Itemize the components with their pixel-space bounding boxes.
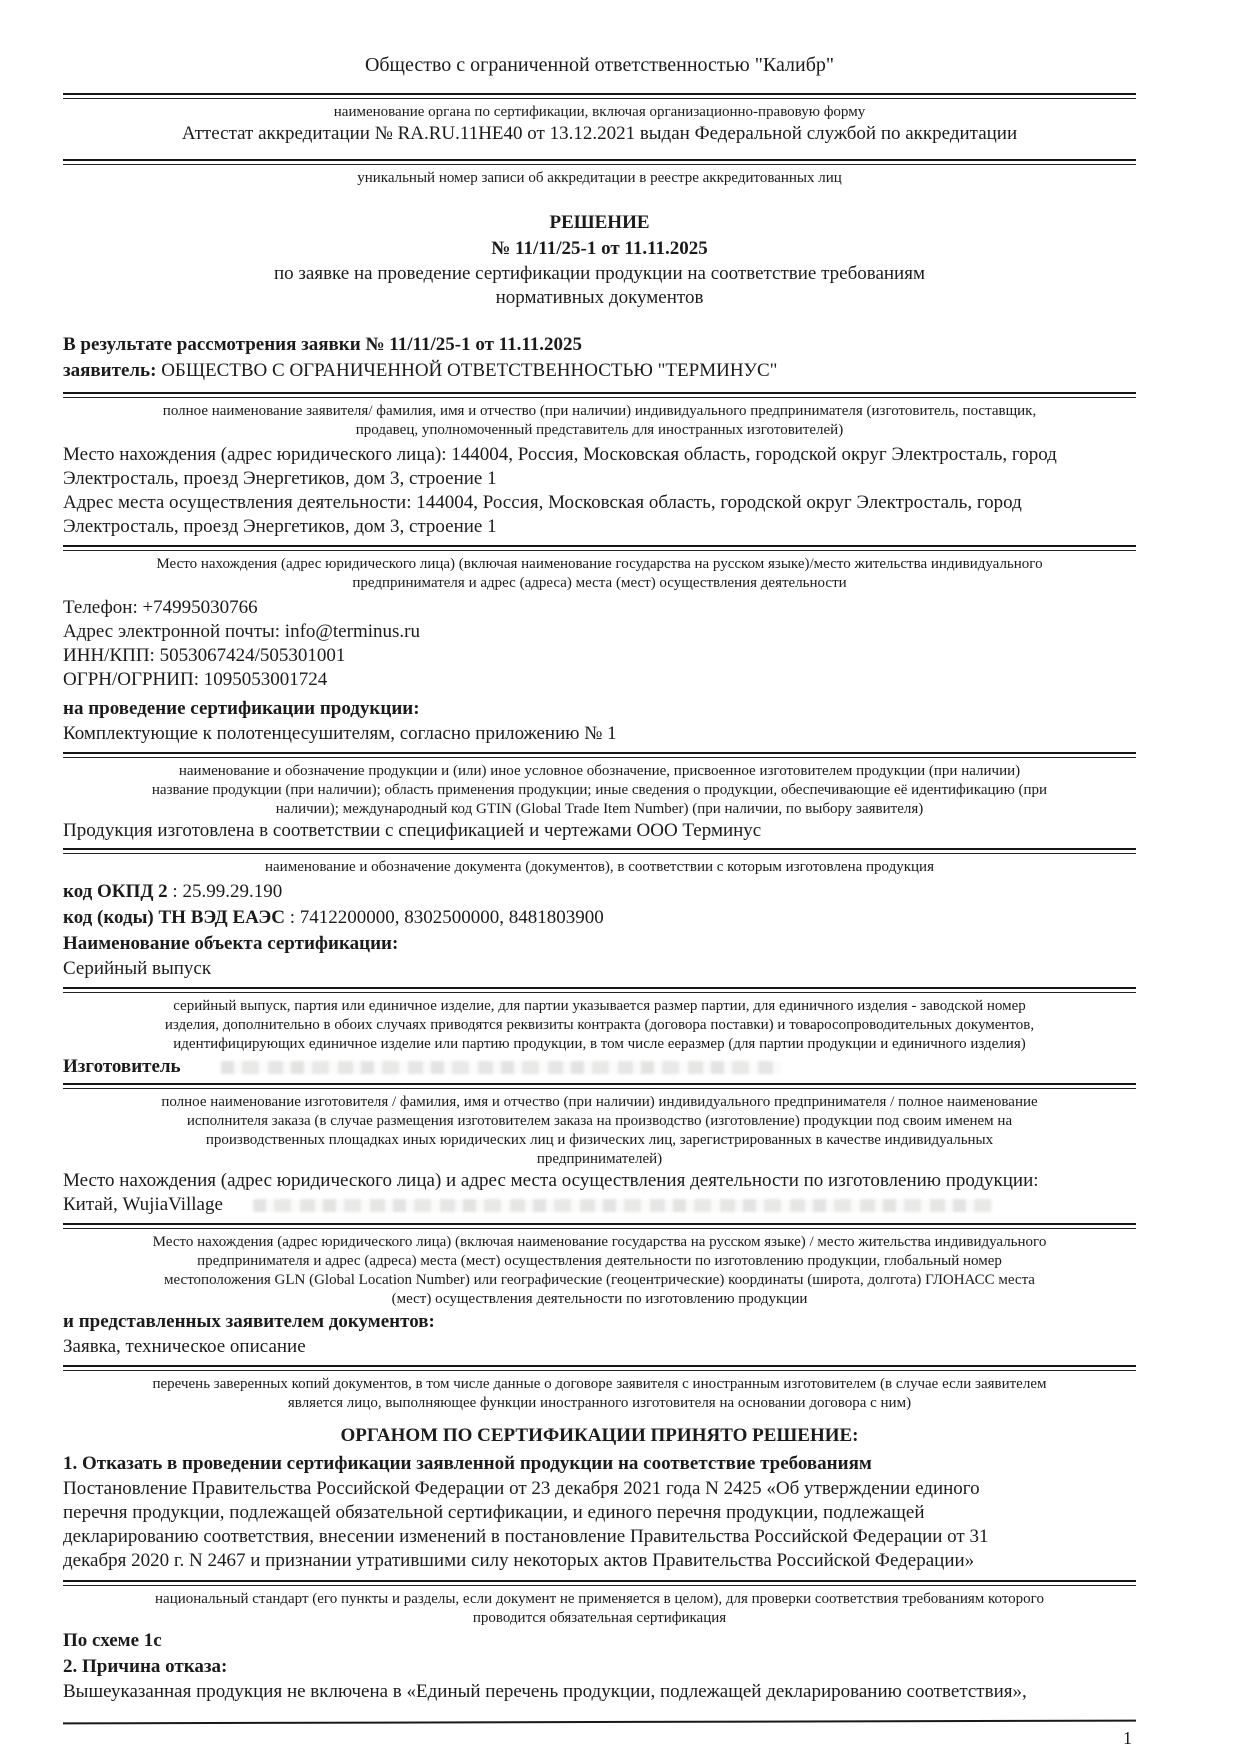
text-run: По схеме 1с [63, 1630, 162, 1651]
decision-number [63, 236, 1136, 262]
text-run: 1. Отказать в проведении сертификации заявленной продукции на соответствие требованиям [63, 1453, 872, 1474]
manufacturer-caption-line-2 [63, 1112, 1136, 1131]
document-body [63, 52, 1136, 1723]
text-run: национальный стандарт (его пункты и разделы, если документ не применяется в целом), для проверки соответствия требованиям которого [155, 1591, 1044, 1607]
tnved-code-line [63, 905, 1136, 931]
serial-caption-line-1 [63, 997, 1136, 1016]
text-run: (мест) осуществления деятельности по изготовлению продукции [391, 1291, 808, 1307]
activity-address-line-1 [63, 491, 1136, 515]
text-run: наименование органа по сертификации, включая организационно-правовую форму [333, 104, 866, 120]
text-run: Телефон: +74995030766 [63, 597, 258, 618]
okpd-code-line [63, 879, 1136, 905]
text-run: Адрес электронной почты: info@terminus.ru [63, 621, 420, 642]
divider-rule [63, 1365, 1136, 1371]
text-run: Постановление Правительства Российской Федерации от 23 декабря 2021 года N 2425 «Об утверждении единого [63, 1478, 980, 1499]
manufacturer-caption-line-4 [63, 1150, 1136, 1169]
spacer [63, 188, 1136, 210]
org-caption [63, 103, 1136, 122]
spacer [63, 310, 1136, 332]
text-run: код ОКПД 2 [63, 881, 168, 902]
text-run: декларированию соответствия, внесении изменений в постановление Правительства Российской Федерации от 31 [63, 1526, 989, 1547]
scan-bleed-artifact [253, 1199, 993, 1212]
text-run: нормативных документов [495, 287, 704, 308]
divider-rule [63, 752, 1136, 758]
gln-caption-line-3 [63, 1271, 1136, 1290]
text-run: местоположения GLN (Global Location Number) или географические (геоцентрические) координаты (широта, долгота) ГЛОНАСС места [164, 1272, 1035, 1288]
resolution-line-1 [63, 1477, 1136, 1501]
text-run: по заявке на проведение сертификации продукции на соответствие требованиям [273, 263, 925, 284]
text-run: изделия, дополнительно в обоих случаях приводятся реквизиты контракта (договора поставки) и товаросопроводительных документов, [164, 1017, 1035, 1033]
resolution-line-2 [63, 1501, 1136, 1525]
gln-caption-line-1 [63, 1233, 1136, 1252]
spacer [63, 1413, 1136, 1423]
product-caption-line-2 [63, 781, 1136, 800]
text-run: Общество с ограниченной ответственностью "Калибр" [364, 54, 835, 76]
applicant-caption-line-1 [63, 402, 1136, 421]
ogrn-line [63, 668, 1136, 692]
product-caption-line-3 [63, 800, 1136, 819]
manufacturer-caption-line-3 [63, 1131, 1136, 1150]
gln-caption-line-4 [63, 1290, 1136, 1309]
text-run: перечня продукции, подлежащей обязательной сертификации, и единого перечня продукции, подлежащей [63, 1502, 925, 1523]
text-run: Серийный выпуск [63, 958, 212, 979]
refusal-heading [63, 1451, 1136, 1477]
manufacturer-caption-line-1 [63, 1093, 1136, 1112]
text-run: Электросталь, проезд Энергетиков, дом 3, строение 1 [63, 468, 497, 489]
divider-rule [63, 93, 1136, 99]
text-run: перечень заверенных копий документов, в том числе данные о договоре заявителя с иностранным изготовителем (в случае если заявителем [152, 1376, 1047, 1392]
text-run: Место нахождения (адрес юридического лица): 144004, Россия, Московская область, городской округ Электросталь, город [63, 444, 1057, 465]
text-run: уникальный номер записи об аккредитации в реестре аккредитованных лиц [357, 170, 842, 186]
text-run: ОГРН/ОГРНИП: 1095053001724 [63, 669, 328, 690]
legal-address-line-2 [63, 467, 1136, 491]
text-run: Изготовитель [63, 1056, 181, 1077]
footer-rule [63, 1720, 1136, 1725]
divider-rule [63, 545, 1136, 551]
serial-issue-line [63, 957, 1136, 981]
text-run: предпринимателей) [536, 1151, 663, 1167]
text-run: Заявка, техническое описание [63, 1336, 306, 1357]
resolution-line-4 [63, 1549, 1136, 1573]
inn-kpp-line [63, 644, 1136, 668]
spacer [63, 1704, 1136, 1712]
text-run: полное наименование изготовителя / фамилия, имя и отчество (при наличии) индивидуального предпринимателя / полное наименование [161, 1094, 1038, 1110]
text-run: ОРГАНОМ ПО СЕРТИФИКАЦИИ ПРИНЯТО РЕШЕНИЕ: [340, 1425, 859, 1446]
text-run: Адрес места осуществления деятельности: 144004, Россия, Московская область, городской округ Электросталь, город [63, 492, 1022, 513]
text-run: и представленных заявителем документов: [63, 1311, 435, 1332]
text-run: Аттестат аккредитации № RA.RU.11НЕ40 от 13.12.2021 выдан Федеральной службой по аккредитации [181, 123, 1018, 144]
text-run: исполнителя заказа (в случае размещения изготовителем заказа на производство (изготовление) продукции под своим именем на [186, 1113, 1013, 1129]
spacer [63, 843, 1136, 845]
text-run: декабря 2020 г. N 2467 и признании утратившими силу некоторых актов Правительства Российской Федерации» [63, 1550, 975, 1571]
resolution-line-3 [63, 1525, 1136, 1549]
text-run: Место нахождения (адрес юридического лица) и адрес места осуществления деятельности по изготовлению продукции: [63, 1170, 1039, 1191]
spacer [63, 78, 1136, 90]
text-run: 2. Причина отказа: [63, 1656, 228, 1677]
spacer [63, 146, 1136, 156]
certification-body-decision-heading [63, 1423, 1136, 1449]
text-run: ОБЩЕСТВО С ОГРАНИЧЕННОЙ ОТВЕТСТВЕННОСТЬЮ "ТЕРМИНУС" [161, 360, 778, 381]
divider-rule [63, 1223, 1136, 1229]
text-run: ИНН/КПП: 5053067424/505301001 [63, 645, 346, 666]
text-run: наименование и обозначение документа (документов), в соответствии с которым изготовлена продукция [264, 859, 934, 875]
application-review-line [63, 332, 1136, 358]
accreditation-caption [63, 169, 1136, 188]
certification-subject-heading [63, 696, 1136, 722]
spacer [63, 1573, 1136, 1577]
text-run: заявитель: [63, 360, 162, 381]
spacer [63, 1217, 1136, 1220]
gln-caption-line-2 [63, 1252, 1136, 1271]
text-run: Наименование объекта сертификации: [63, 933, 399, 954]
text-run: наличии); международный код GTIN (Global Trade Item Number) (при наличии, по выбору заявителя) [275, 801, 924, 817]
text-run: предпринимателя и адрес (адреса) места (мест) осуществления деятельности [352, 575, 847, 591]
address-caption-line-2 [63, 574, 1136, 593]
spacer [63, 981, 1136, 984]
text-run: № 11/11/25-1 от 11.11.2025 [491, 238, 708, 259]
divider-rule [63, 848, 1136, 854]
scan-bleed-artifact [221, 1061, 781, 1074]
decision-subtitle-line-2 [63, 286, 1136, 310]
product-line [63, 722, 1136, 746]
spacer [63, 746, 1136, 749]
text-run: наименование и обозначение продукции и (или) иное условное обозначение, присвоенное изготовителем продукции (при наличии) [178, 763, 1021, 779]
text-run: Место нахождения (адрес юридического лица) (включая наименование государства на русском языке) / место жительства индивидуального [152, 1234, 1047, 1250]
manufacturer-address-heading [63, 1169, 1136, 1193]
text-run: продавец, уполномоченный представитель для иностранных изготовителей) [355, 422, 844, 438]
email-line [63, 620, 1136, 644]
text-run: на проведение сертификации продукции: [63, 698, 420, 719]
serial-caption-line-2 [63, 1016, 1136, 1035]
text-run: производственных площадках иных юридических лиц и физических лиц, зарегистрированных в качестве индивидуальных [205, 1132, 994, 1148]
standard-caption-line-2 [63, 1609, 1136, 1628]
text-run: Электросталь, проезд Энергетиков, дом 3, строение 1 [63, 516, 497, 537]
text-run: : 25.99.29.190 [167, 881, 283, 902]
applicant-caption-line-2 [63, 421, 1136, 440]
divider-rule [63, 392, 1136, 398]
scheme-line [63, 1628, 1136, 1654]
applicant-line [63, 358, 1136, 384]
divider-rule [63, 1083, 1136, 1089]
text-run: Продукция изготовлена в соответствии с спецификацией и чертежами ООО Терминус [63, 820, 762, 841]
activity-address-line-2 [63, 515, 1136, 539]
serial-caption-line-3 [63, 1035, 1136, 1054]
phone-line [63, 596, 1136, 620]
org-name-line [63, 52, 1136, 78]
standard-caption-line-1 [63, 1590, 1136, 1609]
divider-rule [63, 1580, 1136, 1586]
manufacturer-heading [63, 1054, 1136, 1080]
manufactured-according-line [63, 819, 1136, 843]
divider-rule [63, 987, 1136, 993]
refusal-reason-line [63, 1680, 1136, 1704]
spacer [63, 384, 1136, 389]
address-caption-line-1 [63, 555, 1136, 574]
legal-address-line-1 [63, 443, 1136, 467]
product-caption-line-1 [63, 762, 1136, 781]
spacer [63, 539, 1136, 542]
text-run: полное наименование заявителя/ фамилия, имя и отчество (при наличии) индивидуального предпринимателя (изготовитель, поставщик, [162, 403, 1037, 419]
spacer [63, 1359, 1136, 1362]
text-run: проводится обязательная сертификация [472, 1610, 727, 1626]
refusal-reason-heading [63, 1654, 1136, 1680]
text-run: серийный выпуск, партия или единичное изделие, для партии указывается размер партии, для единичного изделия - заводской номер [173, 998, 1026, 1014]
documents-caption-line-2 [63, 1394, 1136, 1413]
object-heading [63, 931, 1136, 957]
documents-caption-line-1 [63, 1375, 1136, 1394]
document-caption [63, 858, 1136, 877]
text-run: Вышеуказанная продукция не включена в «Единый перечень продукции, подлежащей декларированию соответствия», [63, 1681, 1027, 1702]
text-run: код (коды) ТН ВЭД ЕАЭС [63, 907, 286, 928]
text-run: название продукции (при наличии); область применения продукции; иные сведения о продукции, обеспечивающие её идентификацию (при [151, 782, 1048, 798]
divider-rule [63, 159, 1136, 165]
submitted-documents-line [63, 1335, 1136, 1359]
submitted-documents-heading [63, 1309, 1136, 1335]
text-run: РЕШЕНИЕ [549, 212, 650, 233]
decision-title [63, 210, 1136, 236]
text-run: Комплектующие к полотенцесушителям, согласно приложению № 1 [63, 723, 617, 744]
text-run: идентифицирующих единичное изделие или партию продукции, в том числе ееразмер (для партии продукции и единичного изделия) [173, 1036, 1026, 1052]
accreditation-line [63, 122, 1136, 146]
text-run: предпринимателя и адрес (адреса) места (мест) осуществления деятельности по изготовлению продукции, глобальный номер [197, 1253, 1002, 1269]
page-number: 1 [1123, 1728, 1132, 1748]
text-run: Место нахождения (адрес юридического лица) (включая наименование государства на русском языке)/место жительства индивидуального [156, 556, 1043, 572]
decision-subtitle-line-1 [63, 262, 1136, 286]
text-run: Китай, WujiaVillage [63, 1194, 223, 1215]
manufacturer-address-line [63, 1193, 1136, 1217]
text-run: В результате рассмотрения заявки № 11/11/25-1 от 11.11.2025 [63, 334, 583, 355]
text-run: : 7412200000, 8302500000, 8481803900 [285, 907, 604, 928]
text-run: является лицо, выполняющее функции иностранного изготовителя на основании договора с ним) [287, 1395, 912, 1411]
